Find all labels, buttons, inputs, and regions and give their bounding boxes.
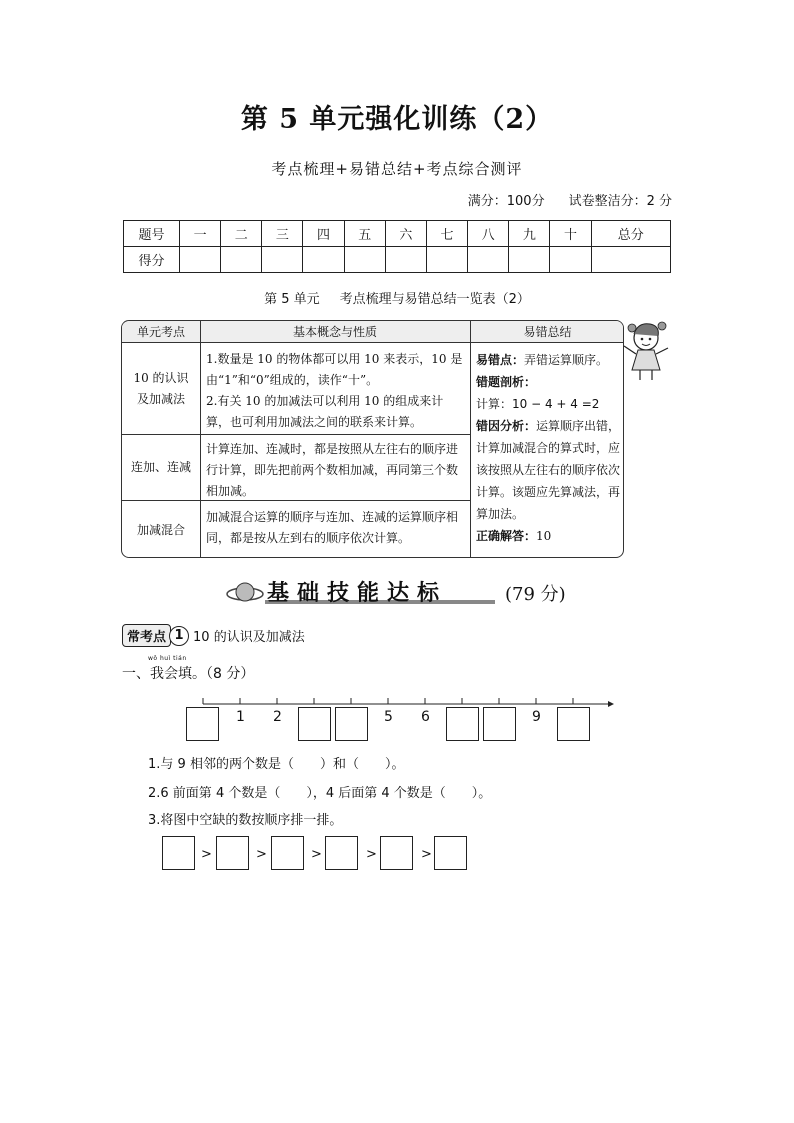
score-cell: 七 — [426, 221, 467, 247]
number-line-label: 6 — [421, 709, 430, 725]
section-title: 基础技能达标 — [267, 581, 448, 606]
greater-than-sign: > — [311, 847, 322, 862]
order-blank[interactable] — [162, 836, 195, 870]
order-blank[interactable] — [325, 836, 358, 870]
error-answer-value: 10 — [536, 529, 552, 543]
question-1-item-3: 3.将图中空缺的数按顺序排一排。 — [148, 813, 343, 828]
error-cause-label: 错因分析： — [476, 419, 537, 433]
score-cell: 六 — [385, 221, 426, 247]
score-cell: 二 — [221, 221, 262, 247]
order-blank[interactable] — [434, 836, 467, 870]
number-line-blank[interactable] — [446, 707, 479, 741]
number-line-label: 5 — [384, 709, 393, 725]
error-analysis-label: 错题剖析： — [476, 375, 537, 389]
score-cell: 题号 — [124, 221, 180, 247]
greater-than-sign: > — [421, 847, 432, 862]
number-line-label: 1 — [236, 709, 245, 725]
number-line-label: 2 — [273, 709, 282, 725]
number-line-blank[interactable] — [335, 707, 368, 741]
greater-than-sign: > — [256, 847, 267, 862]
error-cause-text: 运算顺序出错，计算加减混合的算式时，应该按照从左往右的顺序依次计算。该题应先算减法，再算加法。 — [476, 419, 621, 521]
greater-than-sign: > — [201, 847, 212, 862]
order-blank[interactable] — [380, 836, 413, 870]
order-blank[interactable] — [216, 836, 249, 870]
summary-topic-3: 加减混合 — [136, 522, 185, 537]
score-cell: 九 — [509, 221, 550, 247]
page-subtitle: 考点梳理+易错总结+考点综合测评 — [271, 160, 523, 178]
number-line-label: 9 — [532, 709, 541, 725]
summary-header-topic: 单元考点 — [122, 321, 200, 343]
question-1-item-2: 2.6 前面第 4 个数是（ ），4 后面第 4 个数是（ ）。 — [148, 786, 492, 801]
score-cell: 八 — [468, 221, 509, 247]
section-points: (79 分) — [505, 584, 566, 605]
number-line-blank[interactable] — [557, 707, 590, 741]
summary-content-2: 计算连加、连减时，都是按照从左往右的顺序进行计算，即先把前两个数相加减，再同第三个数相加减。 — [206, 442, 459, 498]
summary-caption-unit: 第 5 单元 — [264, 292, 320, 307]
knowledge-point-text: 10 的认识及加减法 — [193, 630, 305, 645]
page-title: 第 5 单元强化训练（2） — [240, 104, 554, 135]
error-answer-label: 正确解答： — [476, 529, 537, 543]
error-calc: 计算：10 − 4 + 4 =2 — [476, 397, 600, 411]
score-cell: 五 — [344, 221, 385, 247]
score-cell: 十 — [550, 221, 591, 247]
score-row-label: 得分 — [124, 247, 180, 273]
summary-content-3: 加减混合运算的顺序与连加、连减的运算顺序相同，都是按从左到右的顺序依次计算。 — [206, 510, 459, 545]
summary-topic-2: 连加、连减 — [130, 460, 191, 474]
question-1-item-1: 1.与 9 相邻的两个数是（ ）和（ ）。 — [148, 757, 405, 772]
score-cell: 三 — [262, 221, 303, 247]
score-cell: 四 — [303, 221, 344, 247]
knowledge-point-badge: 常考点 — [122, 624, 171, 647]
summary-header-content: 基本概念与性质 — [200, 321, 470, 343]
score-cell: 总分 — [591, 221, 670, 247]
full-score: 满分：100分 — [467, 194, 545, 209]
number-line-blank[interactable] — [186, 707, 219, 741]
greater-than-sign: > — [366, 847, 377, 862]
number-line-blank[interactable] — [298, 707, 331, 741]
neat-score: 试卷整洁分：2 分 — [568, 194, 672, 209]
summary-topic-1: 10 的认识及加减法 — [133, 371, 189, 406]
pinyin-annotation: wǒ huì tián — [148, 655, 187, 662]
question-1-title: 一、我会填。（8 分） — [122, 666, 255, 682]
summary-header-errors: 易错总结 — [470, 321, 624, 343]
order-blank[interactable] — [271, 836, 304, 870]
summary-content-1: 1.数量是 10 的物体都可以用 10 来表示，10 是由“1”和“0”组成的，读作“十”。 2.有关 10 的加减法可以利用 10 的组成来计算，也可利用加减法之间的联系来计算。 — [206, 352, 463, 429]
error-point-label: 易错点： — [476, 353, 525, 367]
error-point-text: 弄错运算顺序。 — [524, 353, 609, 367]
summary-caption-text: 考点梳理与易错总结一览表（2） — [339, 292, 530, 307]
score-cell: 一 — [180, 221, 221, 247]
knowledge-point-number: 1 — [169, 626, 189, 646]
number-line-blank[interactable] — [483, 707, 516, 741]
